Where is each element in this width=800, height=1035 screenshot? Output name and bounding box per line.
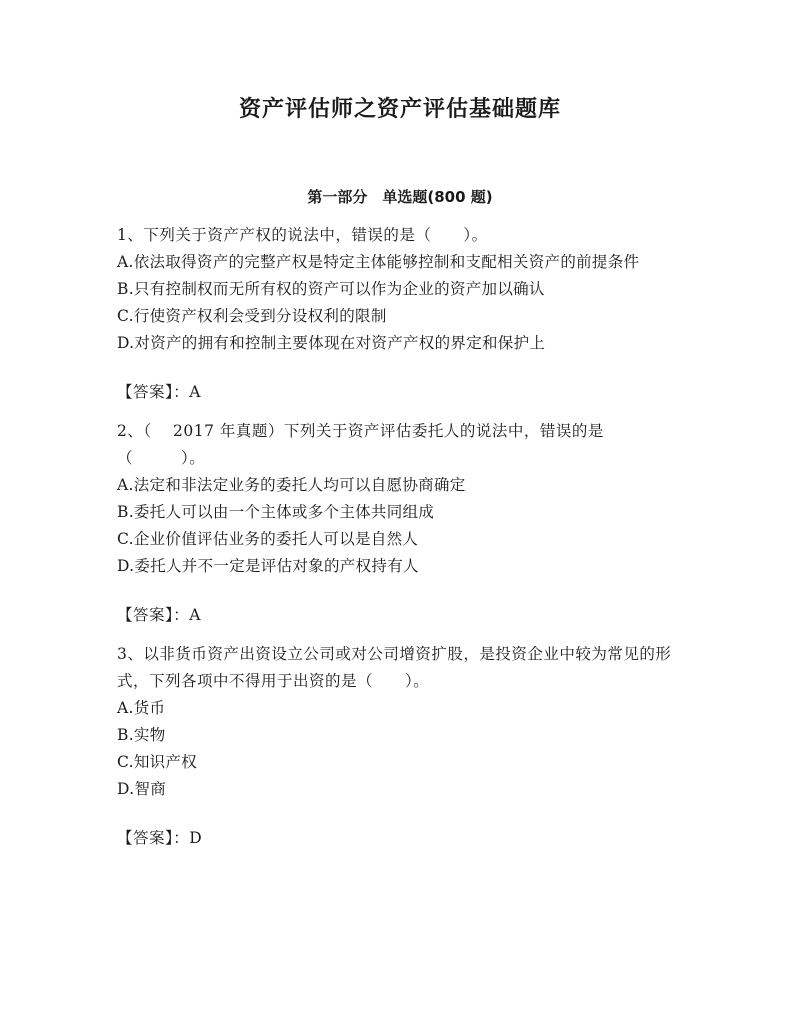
section-title: 第一部分 单选题(800 题)	[307, 188, 493, 206]
option-b: B.实物	[117, 726, 166, 744]
question-2	[117, 418, 683, 629]
answer-label: 【答案】：	[117, 606, 190, 624]
answer-value: D	[189, 829, 203, 847]
answer-line	[117, 379, 683, 406]
option-d: D.对资产的拥有和控制主要体现在对资产产权的界定和保护上	[117, 334, 546, 352]
option-b: B.只有控制权而无所有权的资产可以作为企业的资产加以确认	[117, 280, 545, 298]
option-c: C.知识产权	[117, 753, 198, 771]
answer-label: 【答案】：	[117, 829, 190, 847]
option-d: D.智商	[117, 780, 167, 798]
option-a: A.依法取得资产的完整产权是特定主体能够控制和支配相关资产的前提条件	[117, 253, 640, 271]
question-3	[117, 641, 683, 852]
option-c: C.行使资产权利会受到分设权利的限制	[117, 307, 387, 325]
question-list	[117, 222, 683, 864]
document-title: 资产评估师之资产评估基础题库	[238, 97, 561, 122]
option-b: B.委托人可以由一个主体或多个主体共同组成	[117, 503, 435, 521]
option-d: D.委托人并不一定是评估对象的产权持有人	[117, 557, 419, 575]
question-stem: 1、下列关于资产产权的说法中，错误的是（ ）。	[117, 226, 488, 244]
question-stem: 3、以非货币资产出资设立公司或对公司增资扩股，是投资企业中较为常见的形式，下列各项中不得用于出资的是（ ）。	[117, 645, 672, 690]
question-1	[117, 222, 683, 406]
answer-line	[117, 602, 683, 629]
answer-line	[117, 825, 683, 852]
option-c: C.企业价值评估业务的委托人可以是自然人	[117, 530, 419, 548]
answer-value: A	[189, 383, 201, 401]
question-stem: 2、（ 2017 年真题）下列关于资产评估委托人的说法中，错误的是（ ）。	[117, 422, 604, 467]
answer-value: A	[189, 606, 201, 624]
option-a: A.法定和非法定业务的委托人均可以自愿协商确定	[117, 476, 466, 494]
option-a: A.货币	[117, 699, 166, 717]
answer-label: 【答案】：	[117, 383, 190, 401]
